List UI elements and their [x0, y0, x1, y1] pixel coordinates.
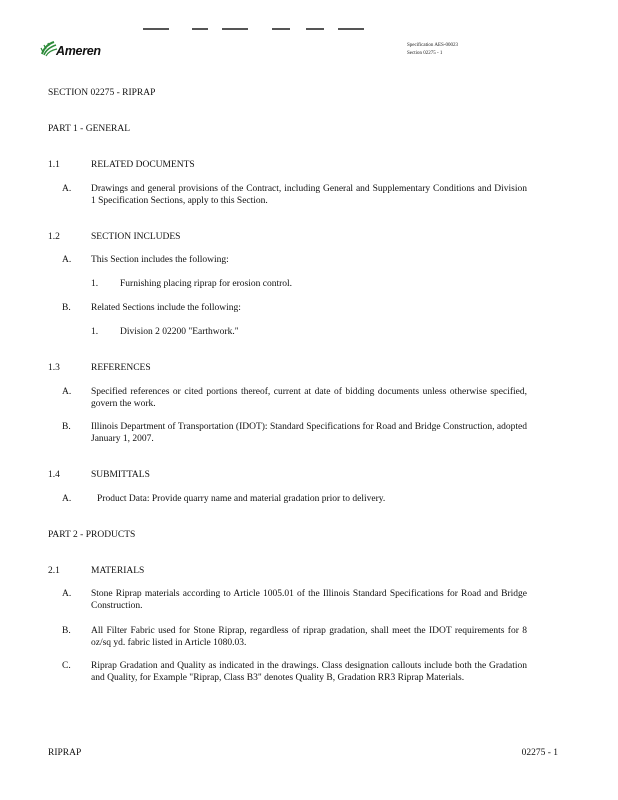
paragraph-letter: B.: [62, 303, 71, 313]
paragraph-text: This Section includes the following:: [91, 255, 229, 265]
scan-mark: [222, 28, 248, 30]
paragraph-letter: A.: [62, 184, 72, 194]
ameren-logo: [40, 40, 110, 60]
paragraph-text: All Filter Fabric used for Stone Riprap, regardless of riprap gradation, shall meet the IDOT requirements for 8 oz/sq yd. fabric listed in Article 1080.03.: [91, 626, 527, 648]
paragraph-letter: B.: [62, 626, 71, 636]
section-ref: Section 02275 - 1: [407, 51, 443, 56]
article-title: SUBMITTALS: [91, 470, 150, 480]
article-number: 1.3: [48, 363, 60, 373]
subparagraph-number: 1.: [91, 327, 99, 337]
section-title: SECTION 02275 - RIPRAP: [48, 88, 156, 98]
part1-title: PART 1 - GENERAL: [48, 124, 131, 134]
paragraph-letter: A.: [62, 494, 72, 504]
footer-left: RIPRAP: [48, 748, 82, 758]
subparagraph-text: Furnishing placing riprap for erosion control.: [120, 279, 293, 289]
scan-mark: [192, 28, 208, 30]
paragraph-text: Product Data: Provide quarry name and material gradation prior to delivery.: [97, 494, 386, 504]
part2-title: PART 2 - PRODUCTS: [48, 530, 136, 540]
article-title: REFERENCES: [91, 363, 151, 373]
scan-mark: [306, 28, 324, 30]
article-number: 2.1: [48, 566, 60, 576]
article-number: 1.4: [48, 470, 60, 480]
paragraph-text: Stone Riprap materials according to Article 1005.01 of the Illinois Standard Specifications for Road and Bridge Construction.: [91, 589, 527, 611]
article-number: 1.2: [48, 232, 60, 242]
spec-number: Specification AES-00023: [407, 43, 458, 48]
scan-mark: [143, 28, 169, 30]
footer-page-number: 02275 - 1: [521, 748, 558, 758]
paragraph-letter: A.: [62, 255, 72, 265]
subparagraph-text: Division 2 02200 "Earthwork.": [120, 327, 239, 337]
paragraph-letter: B.: [62, 422, 71, 432]
scan-mark: [272, 28, 290, 30]
subparagraph-number: 1.: [91, 279, 99, 289]
paragraph-text: Drawings and general provisions of the Contract, including General and Supplementary Conditions and Division 1 Specification Sections, apply to this Section.: [91, 184, 527, 206]
logo-text: Ameren: [56, 44, 101, 58]
article-title: MATERIALS: [91, 566, 145, 576]
scan-mark: [338, 28, 364, 30]
paragraph-letter: C.: [62, 661, 71, 671]
paragraph-text: Specified references or cited portions thereof, current at date of bidding documents unless otherwise specified, govern the work.: [91, 387, 527, 409]
paragraph-text: Riprap Gradation and Quality as indicated in the drawings. Class designation callouts include both the Gradation and Quality, for Example "Riprap, Class B3" denotes Quality B, Gradation RR3 Riprap Materials.: [91, 661, 527, 683]
article-title: RELATED DOCUMENTS: [91, 160, 195, 170]
paragraph-letter: A.: [62, 387, 72, 397]
paragraph-text: Related Sections include the following:: [91, 303, 241, 313]
article-title: SECTION INCLUDES: [91, 232, 181, 242]
paragraph-text: Illinois Department of Transportation (IDOT): Standard Specifications for Road and Bridge Construction, adopted January 1, 2007.: [91, 422, 527, 444]
article-number: 1.1: [48, 160, 60, 170]
paragraph-letter: A.: [62, 589, 72, 599]
